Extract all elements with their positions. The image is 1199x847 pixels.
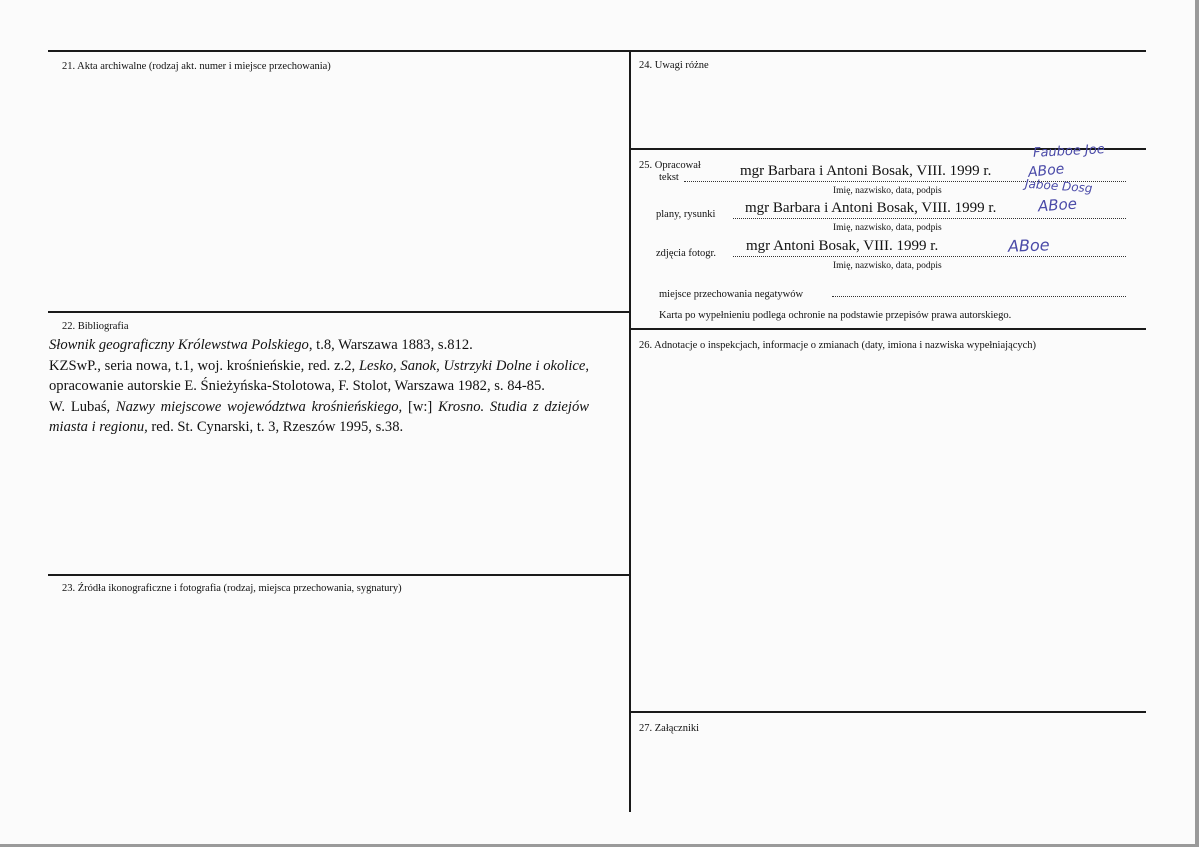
zdjecia-value: mgr Antoni Bosak, VIII. 1999 r. (746, 238, 939, 254)
bibliography-entry (49, 335, 589, 356)
section-24-label: 24. Uwagi różne (639, 60, 709, 71)
top-rule (48, 50, 1146, 52)
zdjecia-label: zdjęcia fotogr. (656, 248, 717, 259)
rule-25-26 (630, 328, 1146, 330)
tekst-value: mgr Barbara i Antoni Bosak, VIII. 1999 r. (740, 163, 992, 179)
entry-details: , opracowanie autorskie E. Śnieżyńska-Stolotowa, F. Stolot, Warszawa 1982, s. 84-85. (49, 357, 590, 394)
section-22-label: 22. Bibliografia (62, 321, 129, 332)
section-25-label: 25. Opracował (639, 160, 701, 171)
negatywy-label: miejsce przechowania negatywów (659, 289, 804, 300)
center-divider (629, 50, 631, 812)
section-27-label: 27. Załączniki (639, 723, 700, 734)
signature-tekst-2: ABoe (1027, 161, 1066, 181)
zdjecia-dotted-line (733, 256, 1126, 257)
section-21-label: 21. Akta archiwalne (rodzaj akt. numer i miejsce przechowania) (62, 61, 331, 72)
plany-caption: Imię, nazwisko, data, podpis (833, 223, 942, 233)
zdjecia-caption: Imię, nazwisko, data, podpis (833, 261, 942, 271)
entry-title: Słownik geograficzny Królewstwa Polskiego (49, 337, 309, 353)
entry-details: red. St. Cynarski, t. 3, Rzeszów 1995, s.38. (147, 419, 404, 435)
rule-26-27 (630, 711, 1146, 713)
bibliography-entry (49, 397, 589, 438)
signature-tekst-1: Fauboe Joe (1032, 142, 1106, 161)
entry-details: [w:] (402, 398, 439, 415)
entry-title: Krosno. Studia z dziejów miasta i regionu, (49, 398, 589, 435)
page-edge-right (1195, 0, 1199, 847)
rule-21-22 (48, 311, 630, 313)
protection-note: Karta po wypełnieniu podlega ochronie na podstawie przepisów prawa autorskiego. (659, 310, 1012, 321)
rule-22-23 (48, 574, 630, 576)
plany-value: mgr Barbara i Antoni Bosak, VIII. 1999 r. (745, 200, 997, 216)
tekst-label: tekst (659, 172, 679, 183)
entry-details: , t.8, Warszawa 1883, s.812. (308, 337, 473, 353)
section-26-label: 26. Adnotacje o inspekcjach, informacje o zmianach (daty, imiona i nazwiska wypełniających) (639, 340, 1037, 351)
signature-zdjecia: ABoe (1007, 235, 1050, 256)
signature-tekst-3: Jaboe Dosg (1024, 176, 1093, 196)
bibliography-entry (49, 356, 589, 397)
section-23-label: 23. Źródła ikonograficzne i fotografia (rodzaj, miejsca przechowania, sygnatury) (62, 583, 402, 594)
tekst-caption: Imię, nazwisko, data, podpis (833, 186, 942, 196)
bibliography-list (49, 335, 589, 438)
signature-plany: ABoe (1037, 194, 1078, 216)
entry-author: W. Lubaś, (49, 398, 116, 415)
entry-title: Lesko, Sanok, Ustrzyki Dolne i okolice (358, 357, 586, 374)
plany-label: plany, rysunki (656, 209, 716, 220)
entry-title: Nazwy miejscowe województwa krośnieńskiego, (115, 398, 403, 415)
negatywy-dotted-line (832, 296, 1126, 297)
plany-dotted-line (733, 218, 1126, 219)
entry-details: KZSwP., seria nowa, t.1, woj. krośnieńskie, red. z.2, (49, 357, 359, 374)
